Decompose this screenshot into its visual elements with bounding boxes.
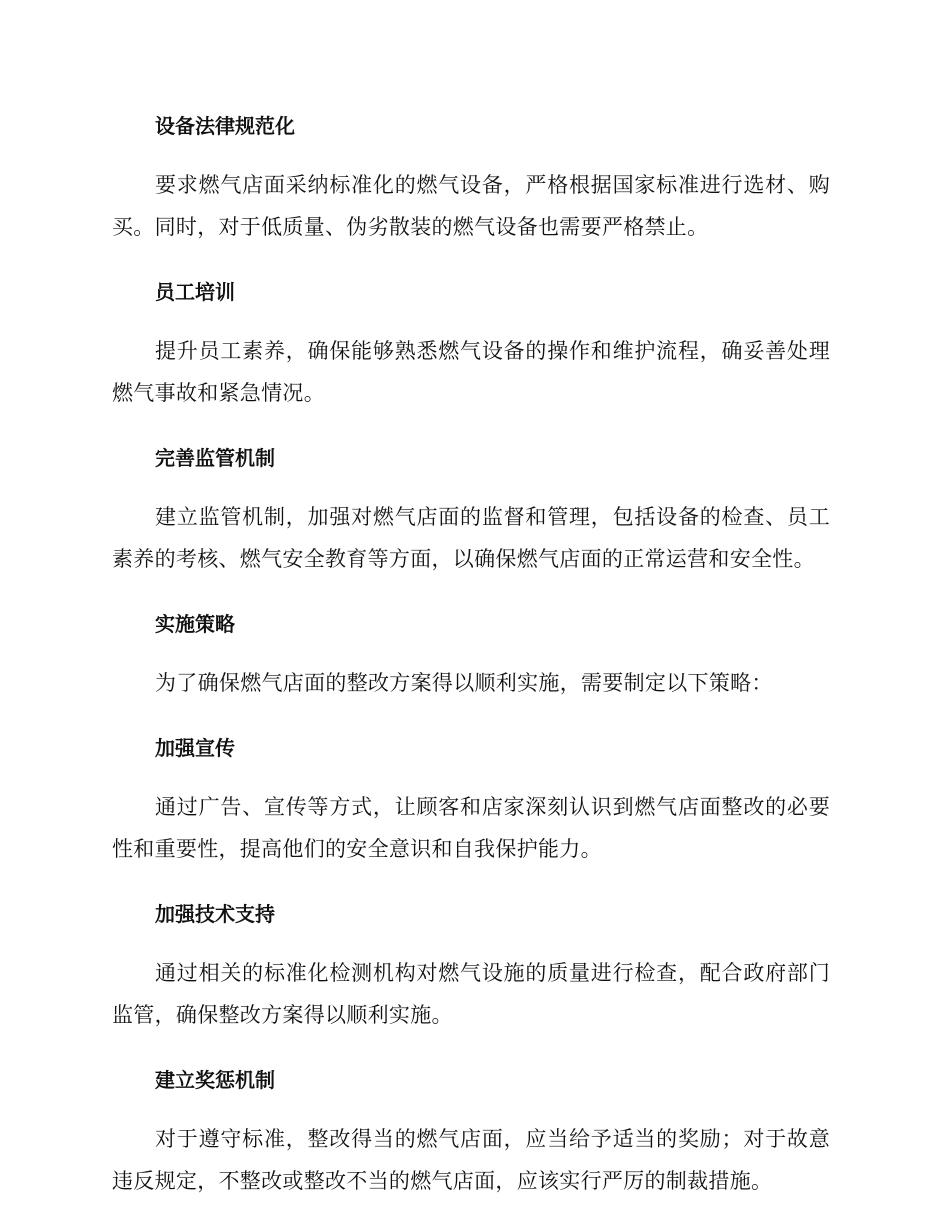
section-paragraph: 通过广告、宣传等方式，让顾客和店家深刻认识到燃气店面整改的必要性和重要性，提高他们的安全意识和自我保护能力。	[112, 795, 830, 861]
section-heading: 建立奖惩机制	[155, 1068, 275, 1092]
section-implementation-strategy	[112, 606, 830, 704]
section-supervision-mechanism	[112, 440, 830, 580]
section-staff-training	[112, 274, 830, 414]
section-reward-punishment	[112, 1062, 830, 1202]
section-equipment-regulation	[112, 108, 830, 248]
section-heading: 员工培训	[155, 280, 235, 304]
section-paragraph: 对于遵守标准，整改得当的燃气店面，应当给予适当的奖励；对于故意违反规定，不整改或整改不当的燃气店面，应该实行严厉的制裁措施。	[112, 1127, 830, 1193]
section-heading: 加强技术支持	[155, 902, 275, 926]
section-paragraph: 通过相关的标准化检测机构对燃气设施的质量进行检查，配合政府部门监管，确保整改方案得以顺利实施。	[112, 961, 830, 1027]
section-heading: 设备法律规范化	[155, 114, 295, 138]
section-technical-support	[112, 896, 830, 1036]
section-paragraph: 建立监管机制，加强对燃气店面的监督和管理，包括设备的检查、员工素养的考核、燃气安全教育等方面，以确保燃气店面的正常运营和安全性。	[112, 505, 830, 571]
section-heading: 完善监管机制	[155, 446, 275, 470]
section-paragraph: 要求燃气店面采纳标准化的燃气设备，严格根据国家标准进行选材、购买。同时，对于低质量、伪劣散装的燃气设备也需要严格禁止。	[112, 173, 830, 239]
section-heading: 实施策略	[155, 612, 235, 636]
section-paragraph: 提升员工素养，确保能够熟悉燃气设备的操作和维护流程，确妥善处理燃气事故和紧急情况。	[112, 339, 830, 405]
section-paragraph: 为了确保燃气店面的整改方案得以顺利实施，需要制定以下策略：	[155, 671, 773, 695]
section-heading: 加强宣传	[155, 736, 235, 760]
section-publicity	[112, 730, 830, 870]
